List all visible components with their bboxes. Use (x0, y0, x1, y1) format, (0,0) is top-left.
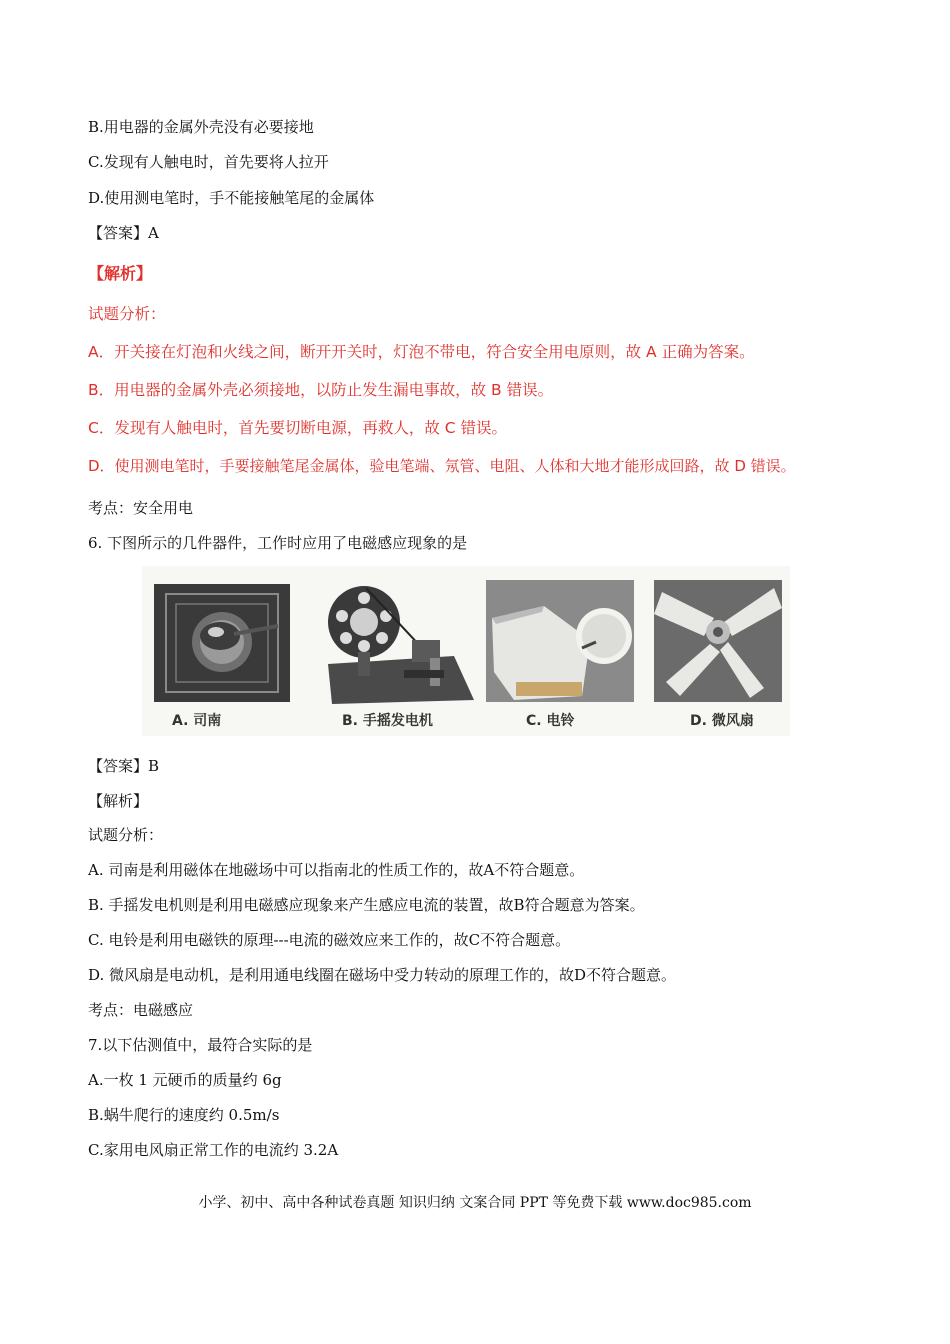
q5-analysis-a: A．开关接在灯泡和火线之间，断开开关时，灯泡不带电，符合安全用电原则，故 A 正确为答案。 (88, 343, 755, 361)
q6-analysis-a: A. 司南是利用磁体在地磁场中可以指南北的性质工作的，故A不符合题意。 (88, 861, 585, 879)
q5-analysis-c: C．发现有人触电时，首先要切断电源，再救人，故 C 错误。 (88, 419, 508, 437)
q6-analysis-d: D. 微风扇是电动机，是利用通电线圈在磁场中受力转动的原理工作的，故D不符合题意。 (88, 966, 677, 984)
q5-option-d: D.使用测电笔时，手不能接触笔尾的金属体 (88, 189, 375, 207)
q5-analysis-d: D．使用测电笔时，手要接触笔尾金属体，验电笔端、氖管、电阻、人体和大地才能形成回路，故 D 错误。 (88, 457, 796, 475)
q6-stem: 6. 下图所示的几件器件，工作时应用了电磁感应现象的是 (88, 534, 468, 552)
q6-analysis-c: C. 电铃是利用电磁铁的原理---电流的磁效应来工作的，故C不符合题意。 (88, 931, 571, 949)
q5-point: 考点：安全用电 (88, 499, 194, 517)
caption-b: B. 手摇发电机 (342, 713, 433, 729)
q5-option-c: C.发现有人触电时，首先要将人拉开 (88, 153, 329, 171)
q6-analysis-b: B. 手摇发电机则是利用电磁感应现象来产生感应电流的装置，故B符合题意为答案。 (88, 896, 645, 914)
q6-point: 考点：电磁感应 (88, 1001, 194, 1019)
q7-stem: 7.以下估测值中，最符合实际的是 (88, 1036, 313, 1054)
q5-option-b: B.用电器的金属外壳没有必要接地 (88, 118, 314, 136)
caption-c: C. 电铃 (526, 713, 575, 729)
hand-generator-image (326, 578, 476, 706)
micro-fan-image (654, 578, 784, 706)
q6-answer: 【答案】B (88, 757, 160, 775)
q6-analysis-subheading: 试题分析： (88, 826, 164, 844)
page-footer: 小学、初中、高中各种试卷真题 知识归纳 文案合同 PPT 等免费下载 www.doc985.com (198, 1195, 752, 1211)
electric-bell-image (486, 578, 636, 706)
q5-analysis-b: B．用电器的金属外壳必须接地，以防止发生漏电事故，故 B 错误。 (88, 381, 554, 399)
q6-figure (142, 566, 790, 736)
q5-analysis-subheading: 试题分析： (88, 305, 166, 323)
caption-d: D. 微风扇 (690, 713, 754, 729)
q5-answer: 【答案】A (88, 224, 159, 242)
q7-option-a: A.一枚 1 元硬币的质量约 6g (88, 1071, 282, 1089)
compass-image (150, 578, 294, 706)
caption-a: A. 司南 (172, 713, 222, 729)
q5-analysis-heading: 【解析】 (88, 264, 153, 283)
q6-analysis-heading: 【解析】 (88, 792, 149, 810)
q7-option-c: C.家用电风扇正常工作的电流约 3.2A (88, 1141, 339, 1159)
q7-option-b: B.蜗牛爬行的速度约 0.5m/s (88, 1106, 280, 1124)
